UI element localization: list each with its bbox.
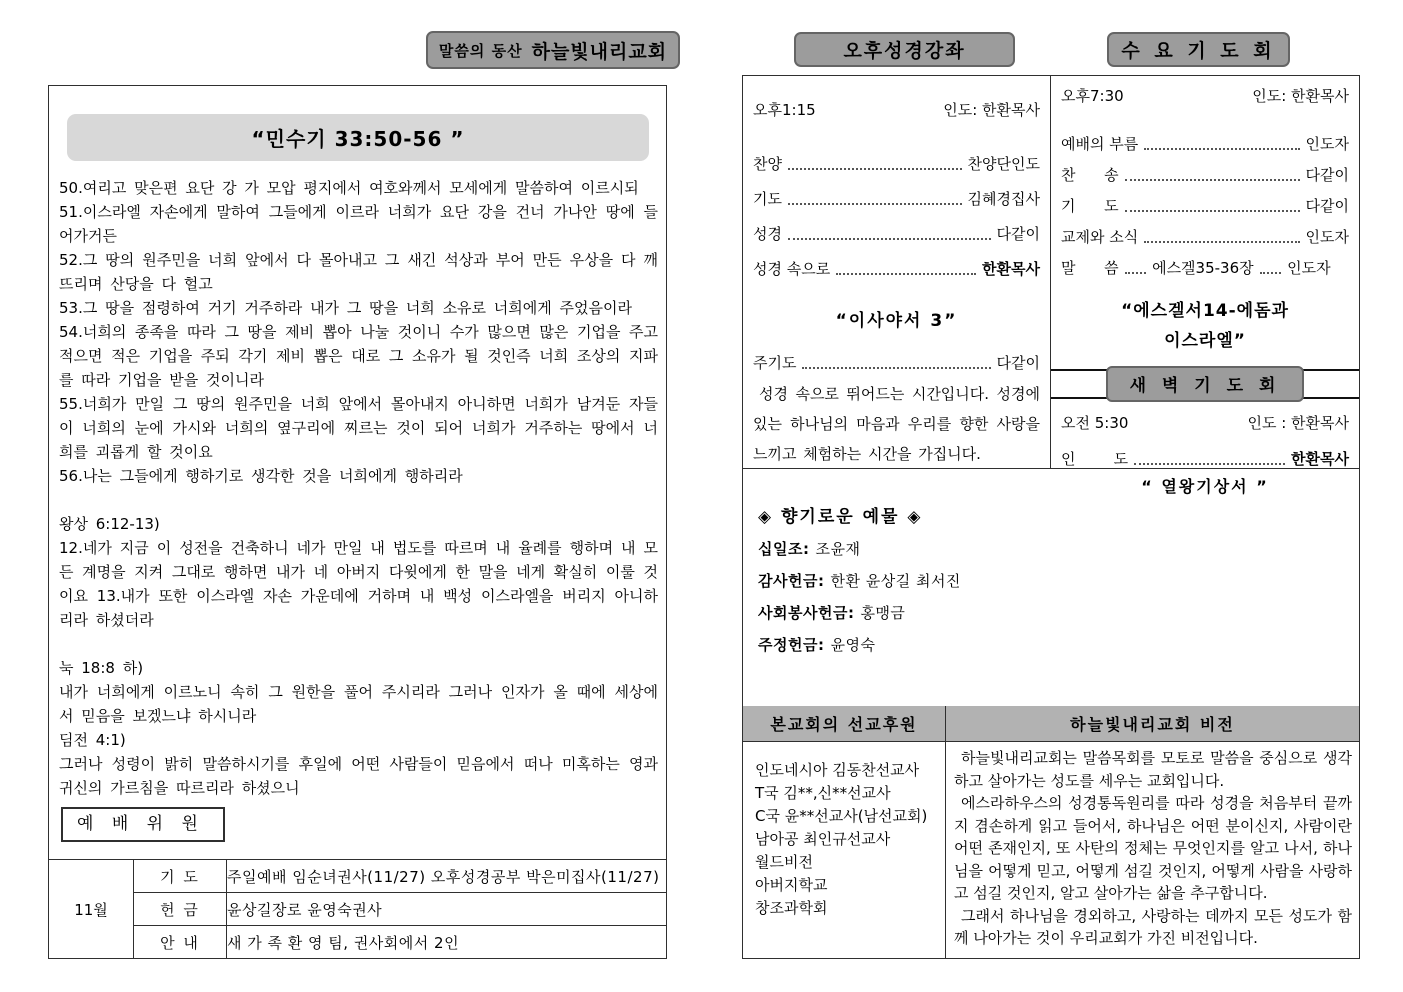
service-leader: 인도: 한환목사 [943, 101, 1040, 119]
service-leader: 인도: 한환목사 [1252, 87, 1349, 105]
dawn-prayer-badge: 새 벽 기 도 회 [1106, 366, 1305, 402]
offering-value: 한환 윤상길 최서진 [830, 572, 961, 590]
table-row [49, 860, 667, 893]
worship-committee-table [48, 859, 667, 959]
dotted-leader [1134, 463, 1285, 465]
offering-value: 윤영숙 [830, 636, 876, 654]
time-leader-row [1061, 412, 1349, 433]
wednesday-prayer-badge: 수 요 기 도 회 [1107, 32, 1290, 67]
order-label: 예배의 부름 [1061, 135, 1139, 153]
table-row [49, 893, 667, 926]
service-leader: 인도 : 한환목사 [1247, 414, 1349, 432]
order-row [1061, 226, 1349, 247]
order-label: 말 씀 [1061, 259, 1119, 277]
dotted-leader [1144, 148, 1299, 150]
committee-label: 기 도 [134, 860, 227, 893]
order-value: 다같이 [1305, 197, 1349, 215]
order-label: 교제와 소식 [1061, 228, 1139, 246]
dotted-leader [1125, 179, 1300, 181]
verse: 51.이스라엘 자손에게 말하여 그들에게 이르라 너희가 요단 강을 건너 가나안 땅에 들어가거든 [59, 203, 658, 245]
order-value: 김혜경집사 [967, 190, 1040, 208]
dawn-prayer-band [1051, 369, 1359, 399]
list-item: 월드비전 [755, 853, 813, 871]
offering-value: 홍맹금 [860, 604, 906, 622]
wednesday-prayer-column [1051, 76, 1359, 496]
verse: 53.그 땅을 점령하여 거기 거주하라 내가 그 땅을 너희 소유로 너희에게 주었음이라 [59, 299, 632, 317]
verse: 50.여리고 맞은편 요단 강 가 모압 평지에서 여호와께서 모세에게 말씀하여 이르시되 [59, 179, 639, 197]
order-value: 한환목사 [982, 260, 1040, 278]
list-item: 인도네시아 김동찬선교사 [755, 761, 920, 779]
time-leader-row [753, 99, 1040, 120]
offering-label: 사회봉사헌금: [758, 604, 855, 622]
committee-value: 윤상길장로 윤영숙권사 [227, 893, 667, 926]
order-label: 주기도 [753, 354, 797, 372]
table-row [49, 926, 667, 959]
list-item: 남아공 최인규선교사 [755, 830, 891, 848]
worship-committee-label: 예 배 위 원 [61, 807, 225, 842]
scripture-body [59, 176, 658, 842]
church-header-badge [426, 31, 680, 69]
order-value: 인도자 [1305, 228, 1349, 246]
mission-vision-header-row [743, 706, 1359, 742]
mission-header: 본교회의 선교후원 [743, 706, 946, 741]
order-row [1061, 133, 1349, 154]
list-item: 아버지학교 [755, 876, 828, 894]
order-value: 다같이 [996, 354, 1040, 372]
offering-item [758, 634, 1344, 655]
order-label: 찬 송 [1061, 166, 1119, 184]
committee-value: 주일예배 임순녀권사(11/27) 오후성경공부 박은미집사(11/27) [227, 860, 667, 893]
verse: 55.너희가 만일 그 땅의 원주민을 너희 앞에서 몰아내지 아니하면 너희가 남겨둔 자들이 너희의 눈에 가시와 너희의 옆구리에 찌르는 것이 되어 너희가 거주하는 땅에서 너희를 괴롭게 할 것이요 [59, 395, 658, 461]
offerings-title: ◈ 향기로운 예물 ◈ [758, 507, 923, 527]
afternoon-lecture-column [743, 76, 1051, 468]
offering-label: 감사헌금: [758, 572, 825, 590]
committee-label: 헌 금 [134, 893, 227, 926]
order-label: 성경 속으로 [753, 260, 831, 278]
offering-item [758, 570, 1344, 591]
dotted-leader [836, 273, 976, 275]
ref-title: 눅 18:8 하) [59, 659, 144, 677]
church-name: 하늘빛내리교회 [531, 40, 668, 63]
order-value: 한환목사 [1291, 450, 1349, 468]
order-value: 인도자 [1287, 259, 1331, 277]
sermon-title-bar: “민수기 33:50-56 ” [67, 114, 649, 161]
mission-list [743, 742, 946, 958]
vision-paragraph: 하늘빛내리교회는 말씀목회를 모토로 말씀을 중심으로 생각하고 살아가는 성도를 세우는 교회입니다. [954, 749, 1352, 790]
order-label: 찬양 [753, 155, 782, 173]
committee-label: 안 내 [134, 926, 227, 959]
list-item: 창조과학회 [755, 899, 828, 917]
offerings-section [743, 469, 1359, 706]
dotted-leader [1144, 241, 1299, 243]
offering-item [758, 602, 1344, 623]
subject-line: “에스겔서14-에돔과 [1121, 301, 1289, 321]
order-row [753, 153, 1040, 174]
lecture-description: 성경 속으로 뛰어드는 시간입니다. 성경에 있는 하나님의 마음과 우리를 향한 사랑을 느끼고 체험하는 시간을 가집니다. [753, 385, 1040, 463]
order-of-worship-page [742, 75, 1360, 959]
mission-vision-body-row [743, 742, 1359, 958]
dotted-leader [788, 238, 991, 240]
service-time: 오후1:15 [753, 101, 816, 119]
order-row [1061, 164, 1349, 185]
ref-text: 내가 너희에게 이르노니 속히 그 원한을 풀어 주시리라 그러나 인자가 올 때에 세상에서 믿음을 보겠느냐 하시니라 [59, 683, 658, 725]
dotted-leader [788, 203, 962, 205]
ref-title: 왕상 6:12-13) [59, 515, 160, 533]
offering-item [758, 538, 1344, 559]
order-value: 다같이 [996, 225, 1040, 243]
vision-paragraph: 그래서 하나님을 경외하고, 사랑하는 데까지 모든 성도가 함께 나아가는 것이 우리교회가 가진 비전입니다. [954, 906, 1352, 947]
order-row [1061, 257, 1349, 278]
order-label: 기도 [753, 190, 782, 208]
order-row [753, 223, 1040, 244]
committee-month: 11월 [49, 860, 134, 959]
order-scripture: 에스겔35-36장 [1152, 259, 1254, 277]
vision-header: 하늘빛내리교회 비전 [946, 706, 1359, 741]
order-label: 기 도 [1061, 197, 1119, 215]
afternoon-lecture-badge: 오후성경강좌 [794, 32, 1015, 67]
order-value: 다같이 [1305, 166, 1349, 184]
wednesday-subject [1061, 296, 1349, 356]
order-row [753, 258, 1040, 279]
church-motto: 말씀의 동산 [438, 41, 523, 60]
sermon-page [48, 85, 667, 959]
worship-columns [743, 76, 1359, 496]
dotted-leader [1125, 210, 1300, 212]
order-row [1061, 448, 1349, 469]
vision-paragraph: 에스라하우스의 성경통독원리를 따라 성경을 처음부터 끝까지 겸손하게 읽고 들어서, 하나님은 어떤 분이신지, 사람이란 어떤 존재인지, 또 사탄의 정체는 무엇인지를 알고 나서, 하나님을 어떻게 믿고, 어떻게 섬길 것인지, 어떻게 사람을 사랑하고 섬길 것인지, 알고 살아가는 삶을 추구합니다. [954, 794, 1352, 902]
ref-text: 12.네가 지금 이 성전을 건축하니 네가 만일 내 법도를 따르며 내 율례를 행하며 내 모든 계명을 지켜 그대로 행하면 내가 네 아버지 다윗에게 한 말을 네게 확실히 이룰 것이요 13.내가 또한 이스라엘 자손 가운데에 거하며 내 백성 이스라엘을 버리지 아니하리라 하셨더라 [59, 539, 658, 629]
offering-value: 조윤재 [815, 540, 861, 558]
dotted-leader [1125, 272, 1146, 274]
service-time: 오후7:30 [1061, 87, 1124, 105]
mission-vision-table [743, 706, 1359, 958]
offering-label: 주정헌금: [758, 636, 825, 654]
order-row [753, 352, 1040, 373]
order-label: 인 도 [1061, 450, 1129, 468]
order-row [1061, 195, 1349, 216]
offering-label: 십일조: [758, 540, 810, 558]
order-row [753, 188, 1040, 209]
service-time: 오전 5:30 [1061, 414, 1129, 432]
ref-title: 딤전 4:1) [59, 731, 126, 749]
subject-line: 이스라엘” [1164, 331, 1246, 351]
list-item: T국 김**,신**선교사 [755, 784, 891, 802]
verse: 54.너희의 종족을 따라 그 땅을 제비 뽑아 나눌 것이니 수가 많으면 많은 기업을 주고 적으면 적은 기업을 주되 각기 제비 뽑은 대로 그 소유가 될 것인즉 너희 조상의 지파를 따라 기업을 받을 것이니라 [59, 323, 658, 389]
vision-text [946, 742, 1359, 958]
dawn-subject: “ 열왕기상서 ” [1141, 477, 1269, 496]
order-value: 인도자 [1305, 135, 1349, 153]
dotted-leader [802, 367, 990, 369]
committee-value: 새 가 족 환 영 팀, 권사회에서 2인 [227, 926, 667, 959]
time-leader-row [1061, 85, 1349, 106]
ref-text: 그러나 성령이 밝히 말씀하시기를 후일에 어떤 사람들이 믿음에서 떠나 미혹하는 영과 귀신의 가르침을 따르리라 하셨으니 [59, 755, 658, 797]
lecture-subject: “이사야서 3” [835, 311, 958, 331]
list-item: C국 윤**선교사(남선교회) [755, 807, 928, 825]
dotted-leader [1260, 272, 1281, 274]
order-label: 성경 [753, 225, 782, 243]
verse: 52.그 땅의 원주민을 너희 앞에서 다 몰아내고 그 새긴 석상과 부어 만든 우상을 다 깨뜨리며 산당을 다 헐고 [59, 251, 658, 293]
verse: 56.나는 그들에게 행하기로 생각한 것을 너희에게 행하리라 [59, 467, 463, 485]
dotted-leader [788, 168, 962, 170]
order-value: 찬양단인도 [967, 155, 1040, 173]
